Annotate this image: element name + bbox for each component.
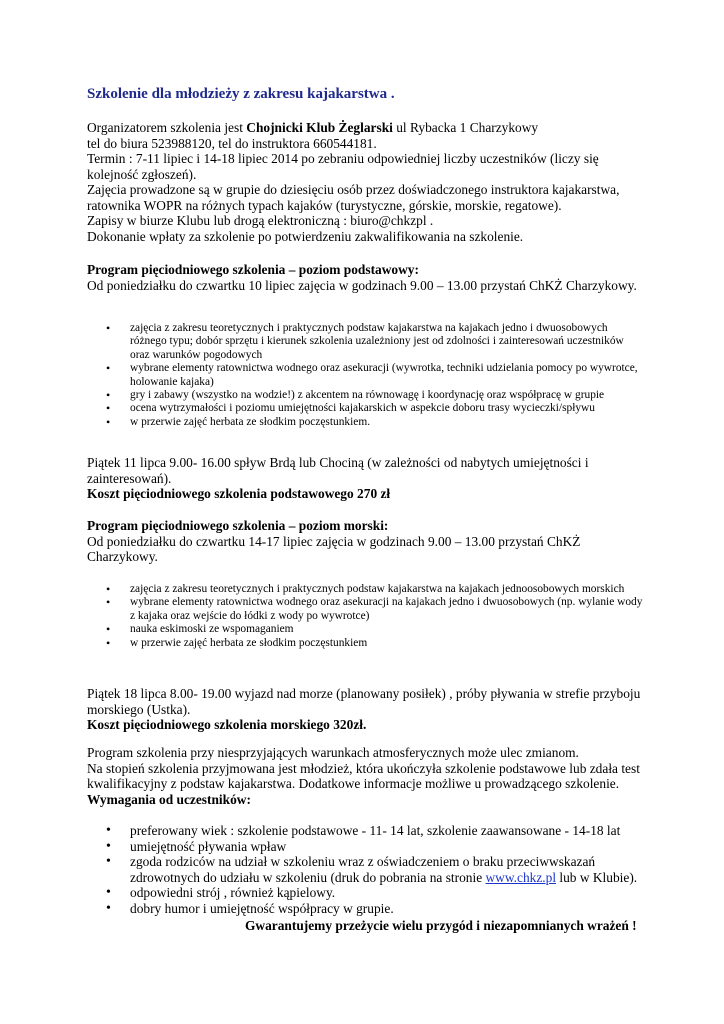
sea-cost: Koszt pięciodniowego szkolenia morskiego 320zł. [87, 717, 367, 732]
requirements-list [106, 823, 646, 916]
list-item: • w przerwie zajęć herbata ze słodkim poczęstunkiem. [106, 416, 646, 429]
basic-program-footer [87, 455, 647, 502]
document-title: Szkolenie dla młodzieży z zakresu kajakarstwa . [87, 86, 395, 102]
requirements-heading: Wymagania od uczestników: [87, 791, 251, 807]
classes-line: Zajęcia prowadzone są w grupie do dziesięciu osób przez doświadczonego instruktora kajakarstwa, ratownika WOPR na różnych typach kajaków (turystyczne, górskie, morskie, regatowe). [87, 182, 620, 213]
sea-program-header [87, 518, 647, 565]
basic-program-schedule: Od poniedziałku do czwartku 10 lipiec zajęcia w godzinach 9.00 – 13.00 przystań ChKŻ Charzykowy. [87, 277, 637, 293]
sea-program-footer [87, 686, 647, 733]
list-item: • w przerwie zajęć herbata ze słodkim poczęstunkiem [106, 637, 646, 650]
level-note: Na stopień szkolenia przyjmowana jest młodzież, która ukończyła szkolenie podstawowe lub zdała test kwalifikacyjny z podstaw kajakarstwa. Dodatkowe informacje możliwe u prowadzącego szkolenie. [87, 760, 640, 791]
list-item: • dobry humor i umiejętność współpracy w grupie. [106, 901, 646, 917]
organizer-prefix: Organizatorem szkolenia jest [87, 120, 247, 135]
notes-section [87, 745, 647, 807]
basic-program-header [87, 262, 647, 293]
sea-friday: Piątek 18 lipca 8.00- 19.00 wyjazd nad morze (planowany posiłek) , próby pływania w strefie przyboju morskiego (Ustka). [87, 686, 641, 717]
website-link[interactable]: www.chkz.pl [485, 869, 557, 885]
signup-line: Zapisy w biurze Klubu lub drogą elektroniczną : biuro@chkzpl . [87, 213, 434, 228]
basic-program-list [106, 322, 646, 429]
term-line: Termin : 7-11 lipiec i 14-18 lipiec 2014 po zebraniu odpowiedniej liczby uczestników (liczy się kolejność zgłoszeń). [87, 151, 599, 182]
list-item: • zajęcia z zakresu teoretycznych i praktycznych podstaw kajakarstwa na kajakach jednoosobowych morskich [106, 583, 646, 596]
list-item: • zajęcia z zakresu teoretycznych i praktycznych podstaw kajakarstwa na kajakach jedno i dwuosobowych różnego typu; dobór sprzętu i kierunek szkolenia uzależniony jest od zdolności i zainteresowań uczestników oraz warunków pogodowych [106, 322, 646, 362]
organizer-line [87, 120, 647, 136]
intro-section [87, 120, 647, 244]
basic-program-heading: Program pięciodniowego szkolenia – poziom podstawowy: [87, 262, 419, 277]
payment-line: Dokonanie wpłaty za szkolenie po potwierdzeniu zakwalifikowania na szkolenie. [87, 228, 524, 244]
consent-text-end: lub w Klubie). [556, 869, 638, 885]
list-item: • wybrane elementy ratownictwa wodnego oraz asekuracji (wywrotka, techniki udzielania pomocy po wywrotce, holowanie kajaka) [106, 362, 646, 389]
list-item: • umiejętność pływania wpław [106, 839, 646, 855]
list-item [106, 854, 646, 885]
basic-cost: Koszt pięciodniowego szkolenia podstawowego 270 zł [87, 486, 391, 501]
consent-text: zgoda rodziców na udział w szkoleniu wraz z oświadczeniem o braku przeciwwskazań zdrowotnych do udziału w szkoleniu (druk do pobrania na stronie [130, 854, 596, 885]
list-item: • preferowany wiek : szkolenie podstawowe - 11- 14 lat, szkolenie zaawansowane - 14-18 lat [106, 823, 646, 839]
list-item: • wybrane elementy ratownictwa wodnego oraz asekuracji na kajakach jedno i dwuosobowych (np. wylanie wody z kajaka oraz wejście do łódki z wody po wywrotce) [106, 596, 646, 623]
list-item: • odpowiedni strój , również kąpielowy. [106, 885, 646, 901]
list-item: • nauka eskimoski ze wspomaganiem [106, 623, 646, 636]
sea-program-schedule: Od poniedziałku do czwartku 14-17 lipiec zajęcia w godzinach 9.00 – 13.00 przystań ChKŻ Charzykowy. [87, 533, 581, 564]
list-item: • ocena wytrzymałości i poziomu umiejętności kajakarskich w aspekcie doboru trasy wycieczki/spływu [106, 402, 646, 415]
club-name: Chojnicki Klub Żeglarski [246, 120, 393, 135]
sea-program-heading: Program pięciodniowego szkolenia – poziom morski: [87, 518, 389, 533]
organizer-address: ul Rybacka 1 Charzykowy [392, 120, 539, 135]
basic-friday: Piątek 11 lipca 9.00- 16.00 spływ Brdą lub Chociną (w zależności od nabytych umiejętności i zainteresowań). [87, 455, 589, 486]
weather-note: Program szkolenia przy niesprzyjających warunkach atmosferycznych może ulec zmianom. [87, 745, 579, 760]
phone-line: tel do biura 523988120, tel do instruktora 660544181. [87, 135, 377, 151]
list-item: • gry i zabawy (wszystko na wodzie!) z akcentem na równowagę i koordynację oraz współpracę w grupie [106, 389, 646, 402]
closing-slogan: Gwarantujemy przeżycie wielu przygód i niezapomnianych wrażeń ! [245, 918, 637, 933]
sea-program-list [106, 583, 646, 650]
